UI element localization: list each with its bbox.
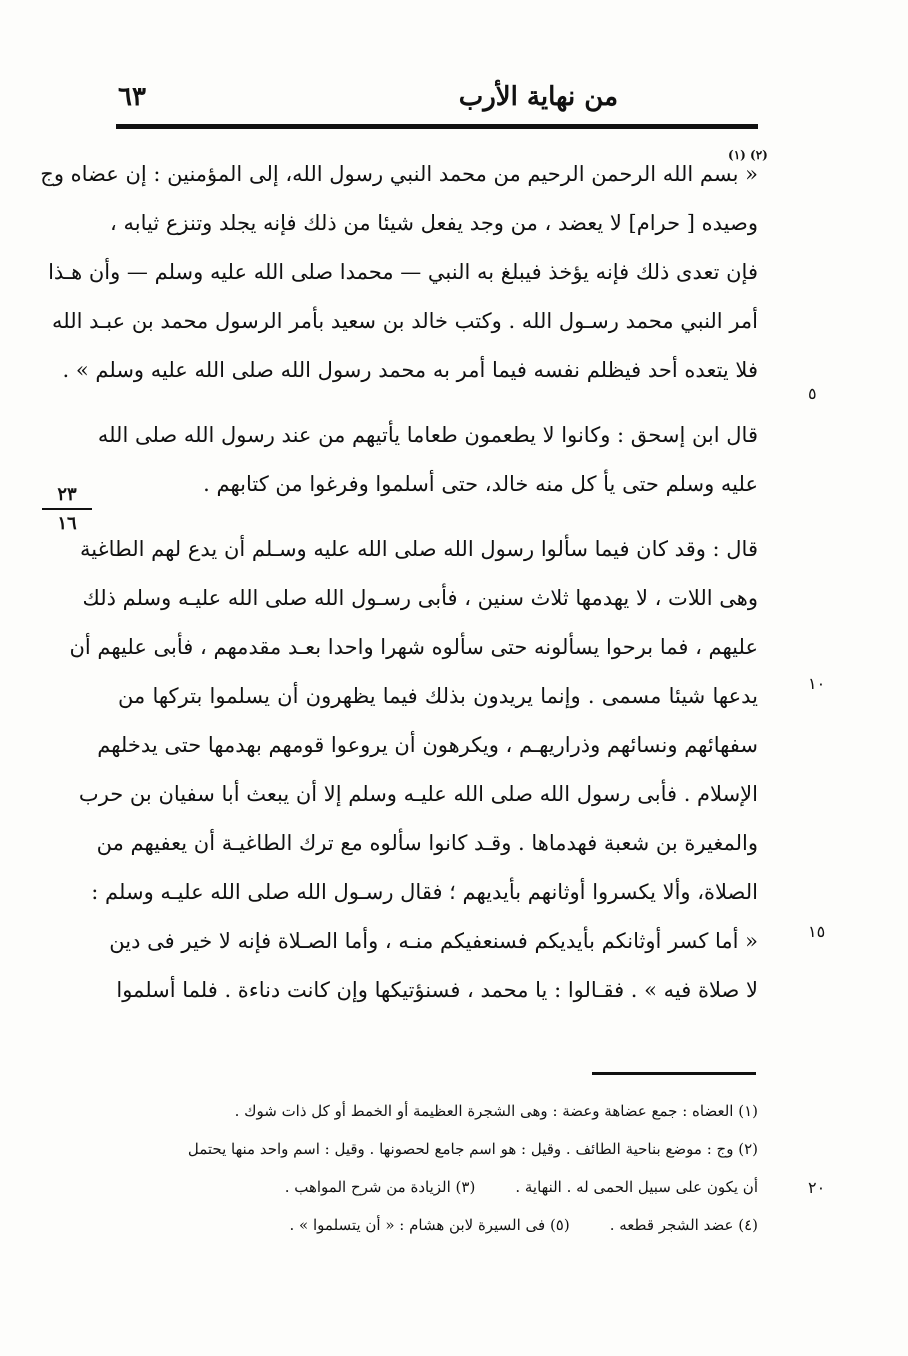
page-header [118,78,758,120]
text-line: الإسلام . فأبى رسول الله صلى الله عليـه وسلم إلا أن يبعث أبا سفيان بن حرب [78,782,758,806]
source-page-reference [42,484,92,534]
line-number-20: ٢٠ [808,1178,826,1197]
text-line: الصلاة، وألا يكسروا أوثانهم بأيديهم ؛ فقال رسـول الله صلى الله عليـه وسلم : [91,880,758,904]
text-line: فلا يتعده أحد فيظلم نفسه فيما أمر به محمد رسول الله صلى الله عليه وسلم » . [62,358,758,382]
source-page-bottom: ١٦ [57,513,77,534]
fraction-bar [42,508,92,510]
text-line: سفهائهم ونسائهم وذراريهـم ، ويكرهون أن يروعوا قومهم بهدمها حتى يدخلهم [97,733,758,757]
footnote-4-5-line [118,1206,758,1244]
line-number-5: ٥ [808,384,817,403]
footnote-markers-top: (١) (٢) [728,148,768,162]
text-line: والمغيرة بن شعبة فهدماها . وقـد كانوا سألوه مع ترك الطاغيـة أن يعفيهم من [96,831,758,855]
footnote-3: (٣) الزيادة من شرح المواهب . [284,1178,476,1196]
footnote-4: (٤) عضد الشجر قطعه . [609,1216,758,1234]
footnotes [118,1092,758,1244]
footnote-5: (٥) فى السيرة لابن هشام : « أن يتسلموا » . [289,1216,570,1234]
text-line: قال ابن إسحق : وكانوا لا يطعمون طعاما يأتيهم من عند رسول الله صلى الله [97,423,758,447]
paragraph-ibn-ishaq [97,411,758,509]
footnote-2: (٢) وج : موضع بناحية الطائف . وقيل : هو اسم جامع لحصونها . وقيل : اسم واحد منها يحتمل [187,1140,758,1158]
page-number: ٦٣ [118,82,146,112]
text-line: وهى اللات ، لا يهدمها ثلاث سنين ، فأبى رسـول الله صلى الله عليـه وسلم ذلك [82,586,758,610]
text-line: وصيده [ حرام] لا يعضد ، من وجد يفعل شيئا من ذلك فإنه يجلد وتنزع ثيابه ، [110,211,758,235]
text-line: « بسم الله الرحمن الرحيم من محمد النبي رسول الله، إلى المؤمنين : إن عضاه وج [40,162,758,186]
footnote-rule [592,1072,756,1075]
header-rule [116,124,758,129]
paragraph-letter [40,150,758,395]
text-line: لا صلاة فيه » . فقـالوا : يا محمد ، فسنؤتيكها وإن كانت دناءة . فلما أسلموا [116,978,758,1002]
text-line: « أما كسر أوثانكم بأيديكم فسنعفيكم منـه ، وأما الصـلاة فإنه لا خير فى دين [109,929,758,953]
text-line: عليهم ، فما برحوا يسألونه حتى سألوه شهرا واحدا بعـد مقدمهم ، فأبى عليهم أن [69,635,758,659]
running-title: من نهاية الأرب [458,82,618,112]
text-line: عليه وسلم حتى يأ كل منه خالد، حتى أسلموا وفرغوا من كتابهم . [203,472,758,496]
text-line: قال : وقد كان فيما سألوا رسول الله صلى الله عليه وسـلم أن يدع لهم الطاغية [80,537,758,561]
text-line: أمر النبي محمد رسـول الله . وكتب خالد بن سعيد بأمر الرسول محمد بن عبـد الله [52,309,758,333]
source-page-top: ٢٣ [57,484,77,505]
footnote-2-3-line [118,1168,758,1206]
footnote-2-continued: أن يكون على سبيل الحمى له . النهاية . [515,1178,758,1196]
paragraph-taghiya [69,525,758,1015]
line-number-10: ١٠ [808,674,826,693]
text-line: فإن تعدى ذلك فإنه يؤخذ فيبلغ به النبي — محمدا صلى الله عليه وسلم — وأن هـذا [48,260,758,284]
text-line: يدعها شيئا مسمى . وإنما يريدون بذلك فيما يظهرون أن يسلموا بتركها من [118,684,758,708]
footnote-1: (١) العضاه : جمع عضاهة وعضة : وهى الشجرة العظيمة أو الخمط أو كل ذات شوك . [234,1102,758,1120]
line-number-15: ١٥ [808,922,826,941]
